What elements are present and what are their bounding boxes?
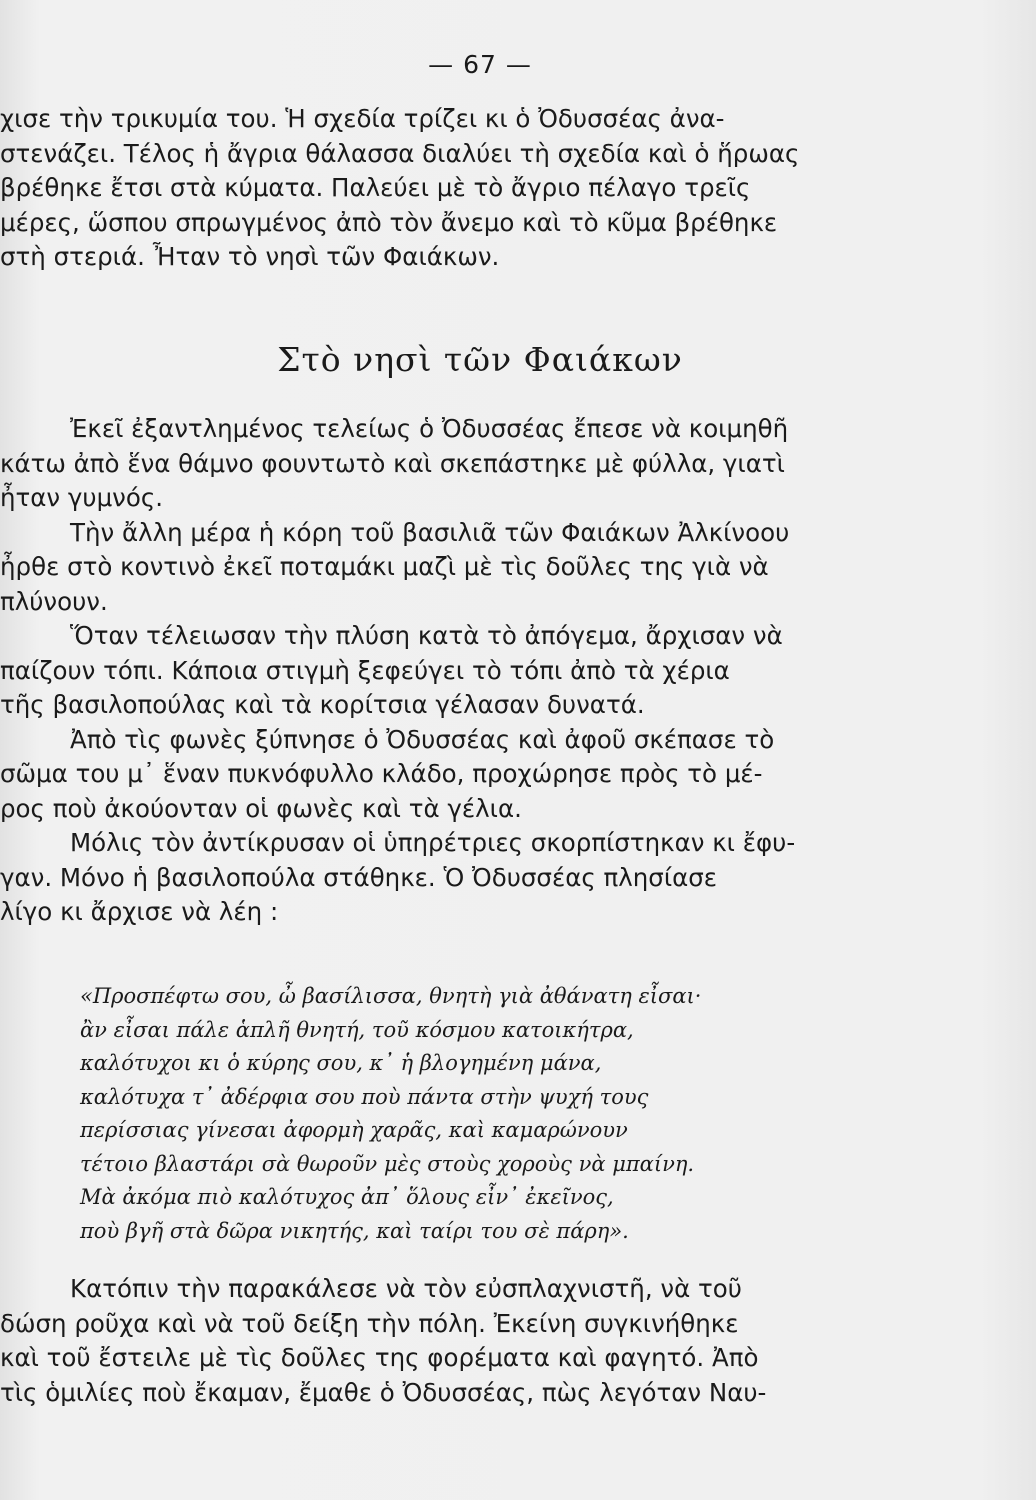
text-line: σῶμα του μ᾽ ἕναν πυκνόφυλλο κλάδο, προχώρησε πρὸς τὸ μέ- bbox=[0, 759, 763, 788]
text-line: πλύνουν. bbox=[0, 586, 108, 616]
verse-line: Μὰ ἀκόμα πιὸ καλότυχος ἀπ᾽ ὅλους εἶν᾽ ἐκεῖνος, bbox=[80, 1185, 614, 1209]
text-line: Τὴν ἄλλη μέρα ἡ κόρη τοῦ βασιλιᾶ τῶν Φαιάκων Ἀλκίνοου bbox=[70, 517, 790, 547]
text-line: μέρες, ὥσπου σπρωγμένος ἀπὸ τὸν ἄνεμο καὶ τὸ κῦμα βρέθηκε bbox=[0, 207, 778, 237]
text-line: Κατόπιν τὴν παρακάλεσε νὰ τὸν εὐσπλαχνιστῆ, νὰ τοῦ bbox=[70, 1274, 742, 1303]
verse-quotation bbox=[80, 980, 860, 1248]
verse-line: ποὺ βγῆ στὰ δῶρα νικητής, καὶ ταίρι του σὲ πάρη». bbox=[80, 1218, 629, 1243]
verse-line: ἂν εἶσαι πάλε ἁπλῆ θνητή, τοῦ κόσμου κατοικήτρα, bbox=[80, 1017, 634, 1042]
verse-line: καλότυχοι κι ὁ κύρης σου, κ᾽ ἡ βλογημένη μάνα, bbox=[80, 1051, 602, 1075]
body-text bbox=[0, 412, 930, 930]
closing-paragraph bbox=[0, 1272, 930, 1410]
text-line: χισε τὴν τρικυμία του. Ἡ σχεδία τρίζει κι ὁ Ὀδυσσέας ἀνα- bbox=[0, 104, 725, 133]
text-line: Ὅταν τέλειωσαν τὴν πλύση κατὰ τὸ ἀπόγεμα, ἄρχισαν νὰ bbox=[70, 621, 783, 650]
text-line: βρέθηκε ἔτσι στὰ κύματα. Παλεύει μὲ τὸ ἄγριο πέλαγο τρεῖς bbox=[0, 173, 751, 202]
text-line: τὶς ὁμιλίες ποὺ ἔκαμαν, ἔμαθε ὁ Ὀδυσσέας, πὼς λεγόταν Ναυ- bbox=[0, 1377, 767, 1407]
page-number: — 67 — bbox=[428, 50, 532, 79]
section-heading: Στὸ νησὶ τῶν Φαιάκων bbox=[277, 340, 683, 379]
text-line: καὶ τοῦ ἔστειλε μὲ τὶς δοῦλες της φορέματα καὶ φαγητό. Ἀπὸ bbox=[0, 1343, 759, 1372]
verse-line: περίσσιας γίνεσαι ἀφορμὴ χαρᾶς, καὶ καμαρώνουν bbox=[80, 1118, 628, 1142]
text-line: δώση ροῦχα καὶ νὰ τοῦ δείξη τὴν πόλη. Ἐκείνη συγκινήθηκε bbox=[0, 1308, 739, 1338]
verse-line: καλότυχα τ᾽ ἀδέρφια σου ποὺ πάντα στὴν ψυχή τους bbox=[80, 1084, 649, 1109]
text-line: λίγο κι ἄρχισε νὰ λέη : bbox=[0, 897, 279, 926]
text-line: στενάζει. Τέλος ἡ ἄγρια θάλασσα διαλύει τὴ σχεδία καὶ ὁ ἥρωας bbox=[0, 138, 800, 168]
text-line: Ἀπὸ τὶς φωνὲς ξύπνησε ὁ Ὀδυσσέας καὶ ἀφοῦ σκέπασε τὸ bbox=[70, 724, 775, 754]
text-line: ρος ποὺ ἀκούονταν οἱ φωνὲς καὶ τὰ γέλια. bbox=[0, 793, 522, 823]
text-line: στὴ στεριά. Ἦταν τὸ νησὶ τῶν Φαιάκων. bbox=[0, 242, 500, 271]
text-line: ἦρθε στὸ κοντινὸ ἐκεῖ ποταμάκι μαζὶ μὲ τὶς δοῦλες της γιὰ νὰ bbox=[0, 552, 769, 581]
text-line: Μόλις τὸν ἀντίκρυσαν οἱ ὑπηρέτριες σκορπίστηκαν κι ἔφυ- bbox=[70, 828, 796, 857]
verse-line: τέτοιο βλαστάρι σὰ θωροῦν μὲς στοὺς χοροὺς νὰ μπαίνη. bbox=[80, 1151, 695, 1176]
text-line: γαν. Μόνο ἡ βασιλοπούλα στάθηκε. Ὁ Ὀδυσσέας πλησίασε bbox=[0, 862, 718, 892]
text-line: κάτω ἀπὸ ἕνα θάμνο φουντωτὸ καὶ σκεπάστηκε μὲ φύλλα, γιατὶ bbox=[0, 448, 785, 478]
text-line: Ἐκεῖ ἐξαντλημένος τελείως ὁ Ὀδυσσέας ἔπεσε νὰ κοιμηθῆ bbox=[70, 414, 789, 443]
text-line: τῆς βασιλοπούλας καὶ τὰ κορίτσια γέλασαν δυνατά. bbox=[0, 690, 645, 719]
text-line: παίζουν τόπι. Κάποια στιγμὴ ξεφεύγει τὸ τόπι ἀπὸ τὰ χέρια bbox=[0, 655, 730, 685]
opening-paragraph bbox=[0, 102, 930, 275]
text-line: ἦταν γυμνός. bbox=[0, 483, 164, 512]
verse-line: «Προσπέφτω σου, ὦ βασίλισσα, θνητὴ γιὰ ἀθάνατη εἶσαι· bbox=[80, 984, 702, 1008]
